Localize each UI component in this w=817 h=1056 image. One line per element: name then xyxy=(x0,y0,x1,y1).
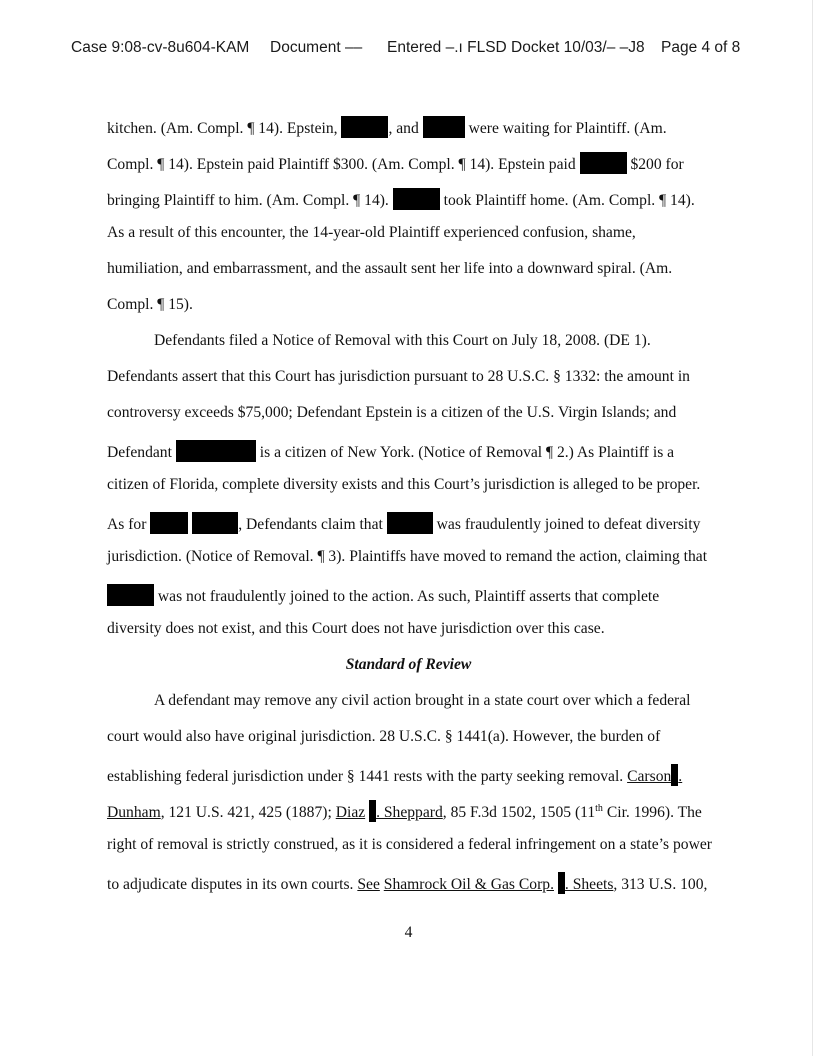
scan-edge xyxy=(812,0,813,1056)
text: , 313 U.S. 100, xyxy=(613,876,708,893)
text: is a citizen of New York. (Notice of Removal ¶ 2.) As Plaintiff is a xyxy=(259,444,675,461)
page-number: 4 xyxy=(404,924,413,941)
body-line: diversity does not exist, and this Court does not have jurisdiction over this case. xyxy=(107,620,605,637)
body-line xyxy=(107,440,674,462)
body-line: Defendants assert that this Court has jurisdiction pursuant to 28 U.S.C. § 1332: the amount in xyxy=(107,368,690,385)
body-line: court would also have original jurisdiction. 28 U.S.C. § 1441(a). However, the burden of xyxy=(107,728,661,745)
redaction xyxy=(341,116,388,138)
text: , 121 U.S. 421, 425 (1887); xyxy=(160,804,332,822)
body-line: jurisdiction. (Notice of Removal. ¶ 3). Plaintiffs have moved to remand the action, claiming that xyxy=(107,548,708,565)
header-document: Document ‒‒ xyxy=(270,39,363,56)
text: , Defendants claim that xyxy=(238,516,383,533)
body-line: As a result of this encounter, the 14-year-old Plaintiff experienced confusion, shame, xyxy=(107,224,636,241)
text: was fraudulently joined to defeat diversity xyxy=(436,516,701,533)
body-line xyxy=(107,152,684,174)
text: Defendant xyxy=(107,444,172,461)
header-page-of: Page 4 of 8 xyxy=(661,39,741,56)
redaction xyxy=(369,800,376,822)
redaction xyxy=(150,512,188,534)
body-line xyxy=(107,512,700,534)
text: bringing Plaintiff to him. (Am. Compl. ¶ 14). xyxy=(107,192,389,209)
redaction xyxy=(107,584,154,606)
body-line: A defendant may remove any civil action brought in a state court over which a federal xyxy=(154,692,691,709)
body-line: Defendants filed a Notice of Removal with this Court on July 18, 2008. (DE 1). xyxy=(154,332,651,349)
text: As for xyxy=(107,516,147,533)
text: $200 for xyxy=(630,156,684,173)
text: . xyxy=(678,768,683,785)
body-line xyxy=(107,188,695,210)
body-line xyxy=(107,872,707,894)
body-line xyxy=(107,800,702,822)
case-citation: Shamrock Oil & Gas Corp. xyxy=(383,876,554,893)
redaction xyxy=(176,440,256,462)
text: , and xyxy=(388,120,419,137)
text: establishing federal jurisdiction under § 1441 rests with the party seeking removal. xyxy=(107,768,624,785)
body-line: controversy exceeds $75,000; Defendant Epstein is a citizen of the U.S. Virgin Islands; and xyxy=(107,404,677,421)
case-citation: Diaz xyxy=(335,804,366,822)
text: Cir. 1996). The xyxy=(602,804,702,822)
redaction xyxy=(580,152,627,174)
redaction xyxy=(192,512,238,534)
body-line: Compl. ¶ 15). xyxy=(107,296,193,313)
case-citation: . Sheppard xyxy=(376,804,443,822)
body-line xyxy=(107,584,659,606)
redaction xyxy=(393,188,440,210)
case-citation: Carson xyxy=(627,768,672,785)
body-line xyxy=(107,116,667,138)
body-line: right of removal is strictly construed, as it is considered a federal infringement on a state’s power xyxy=(107,836,712,853)
redaction xyxy=(558,872,565,894)
section-heading: Standard of Review xyxy=(345,656,472,673)
text: was not fraudulently joined to the action. As such, Plaintiff asserts that complete xyxy=(157,588,660,605)
text: kitchen. (Am. Compl. ¶ 14). Epstein, xyxy=(107,120,338,137)
body-line: humiliation, and embarrassment, and the assault sent her life into a downward spiral. (Am. xyxy=(107,260,673,277)
text: took Plaintiff home. (Am. Compl. ¶ 14). xyxy=(443,192,695,209)
text: Compl. ¶ 14). Epstein paid Plaintiff $300. (Am. Compl. ¶ 14). Epstein paid xyxy=(107,156,576,173)
body-line xyxy=(107,764,682,786)
text: to adjudicate disputes in its own courts. xyxy=(107,876,354,893)
text: were waiting for Plaintiff. (Am. xyxy=(468,120,667,137)
case-citation: . Sheets xyxy=(564,876,614,893)
signal-see: See xyxy=(357,876,380,893)
header-entered: Entered ‒.ı FLSD Docket 10/03/‒ ‒J8 xyxy=(387,39,645,56)
case-citation: Dunham xyxy=(107,804,161,822)
text: , 85 F.3d 1502, 1505 (11 xyxy=(442,804,596,822)
superscript: th xyxy=(595,803,603,814)
body-line: citizen of Florida, complete diversity exists and this Court’s jurisdiction is alleged to be proper. xyxy=(107,476,701,493)
redaction xyxy=(387,512,433,534)
redaction xyxy=(423,116,465,138)
header-case-number: Case 9:08-cv-8u604-KAM xyxy=(71,39,250,56)
